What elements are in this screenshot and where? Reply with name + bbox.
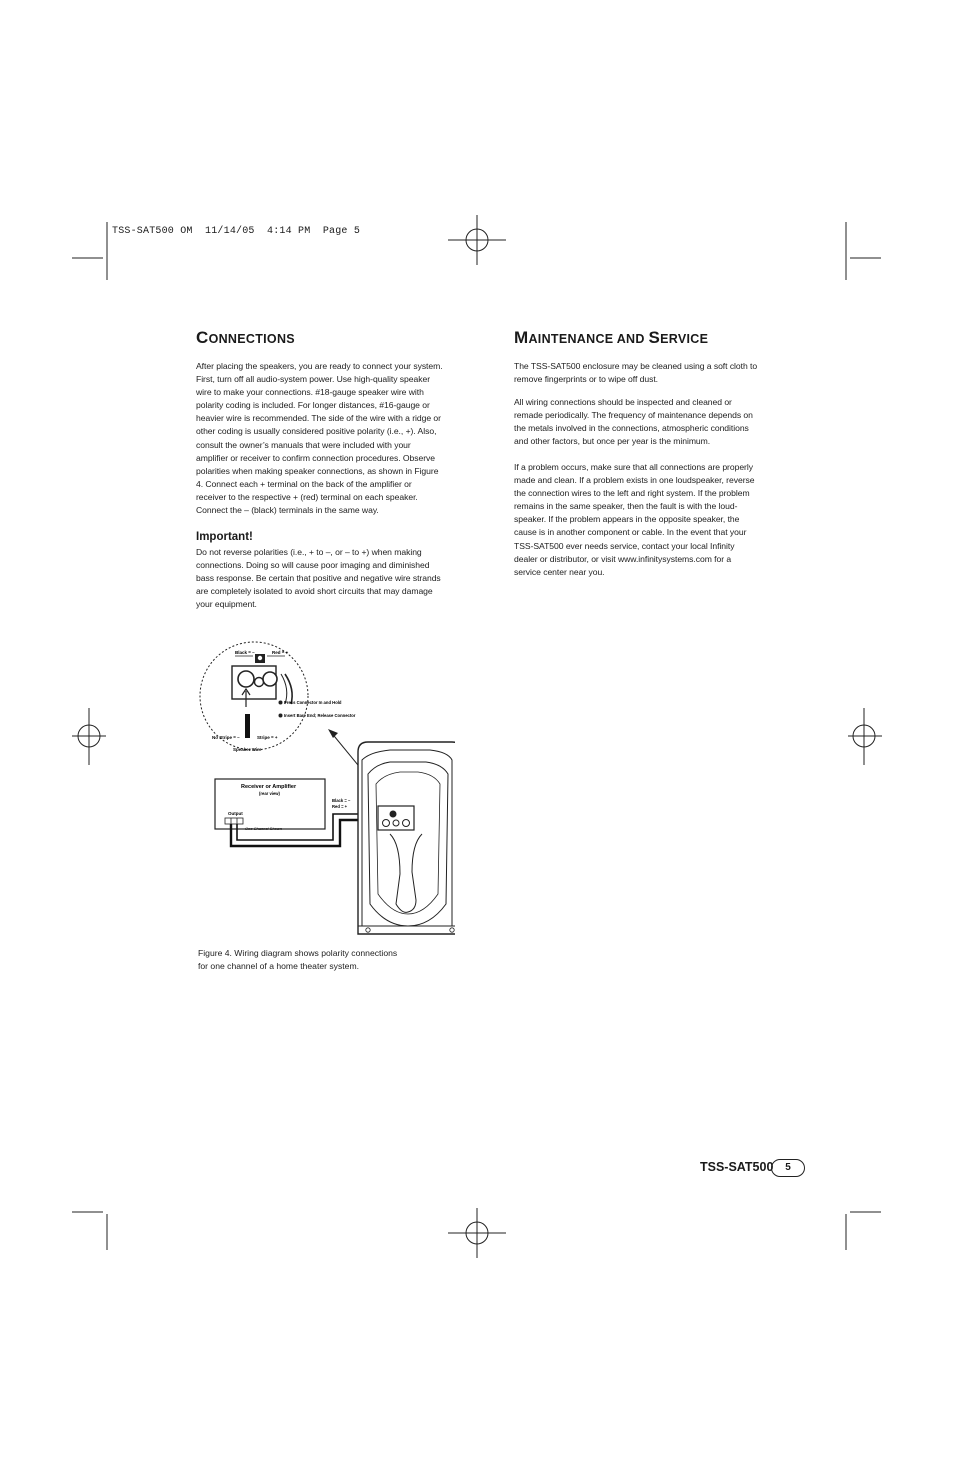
red-small-label: Red = +	[332, 804, 348, 809]
terminal-screw	[255, 678, 264, 687]
speaker-rear-view	[358, 742, 455, 934]
terminal-top-knob-hole	[258, 656, 262, 660]
one-channel-label: One Channel Shown	[245, 826, 282, 831]
output-terminals	[225, 818, 243, 824]
wiring-diagram	[195, 634, 455, 940]
speaker-wire-shape	[245, 714, 250, 738]
maintenance-paragraph-2: All wiring connections should be inspected and cleaned or remade periodically. The frequency of maintenance depends on the metals involved in the connections, atmospheric conditions and other factors, but once per year is the minimum.	[514, 397, 753, 447]
black-small-label: Black = –	[332, 798, 351, 803]
no-stripe-label: No Stripe = –	[212, 735, 240, 740]
footer-model-name: TSS-SAT500	[700, 1160, 774, 1174]
black-label: Black = –	[235, 650, 255, 655]
printer-slug: TSS-SAT500 OM 11/14/05 4:14 PM Page 5	[112, 226, 361, 237]
important-heading: Important!	[196, 531, 253, 543]
speaker-wire-label: Speaker Wire	[233, 747, 262, 752]
terminal-black	[238, 671, 254, 687]
figure-caption: Figure 4. Wiring diagram shows polarity connections for one channel of a home theater system.	[198, 948, 398, 971]
maintenance-paragraph-3: If a problem occurs, make sure that all connections are properly made and clean. If a problem exists in one loudspeaker, reverse the connection wires to the left and right system. If the problem remains in the same speaker, then the fault is with the loud-speaker. If the problem appears in the opposite speaker, the cause is in another component or cable. In the event that your TSS-SAT500 ever needs service, contact your local Infinity dealer or distributor, or visit www.infinitysystems.com for a service center near you.	[514, 462, 755, 577]
connections-heading: CONNECTIONS	[196, 328, 295, 347]
step2-bullet-icon	[279, 714, 283, 718]
maintenance-heading: MAINTENANCE AND SERVICE	[514, 328, 709, 347]
red-label: Red = +	[272, 650, 289, 655]
output-label: Output	[228, 811, 243, 816]
maintenance-paragraph-1: The TSS-SAT500 enclosure may be cleaned using a soft cloth to remove fingerprints or to wipe off dust.	[514, 361, 758, 385]
step2-label: Insert Bare End; Release Connector	[284, 713, 356, 718]
receiver-title: Receiver or Amplifier	[241, 784, 297, 790]
step1-label: Press Connector In and Hold	[284, 700, 342, 705]
step1-bullet-icon	[279, 701, 283, 705]
terminal-red	[263, 672, 277, 686]
connections-paragraph: After placing the speakers, you are ready to connect your system. First, turn off all audio-system power. Use high-quality speaker wire to make your connections. #18-gauge speaker wire with polarity coding is included. For longer distances, #16-gauge or heavier wire is recommended. The side of the wire with a ridge or other coding is usually considered positive polarity (i.e., +). Also, consult the owner’s manuals that were included with your amplifier or receiver to confirm connection procedures. Observe polarities when making speaker connections, as shown in Figure 4. Connect each + terminal on the back of the amplifier or receiver to the respective + (red) terminal on each speaker. Connect the – (black) terminals in the same way.	[196, 361, 443, 516]
pointer-arrow-icon	[328, 729, 338, 738]
receiver-rear-view: (rear view)	[259, 791, 280, 796]
stripe-label: Stripe = +	[257, 735, 278, 740]
page-number: 5	[771, 1159, 805, 1177]
important-paragraph: Do not reverse polarities (i.e., + to –, or – to +) when making connections. Doing so will cause poor imaging and diminished bass response. Be certain that positive and negative wire strands are completely isolated to avoid short circuits that may damage your equipment.	[196, 547, 441, 610]
